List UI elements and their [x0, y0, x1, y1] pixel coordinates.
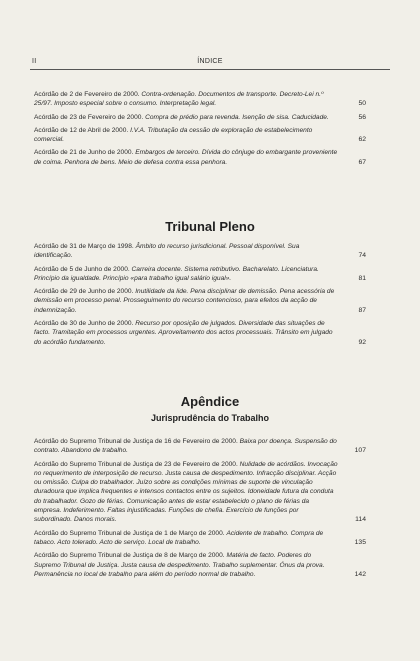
- page-title: ÍNDICE: [197, 58, 223, 65]
- entry-list: [34, 242, 366, 351]
- list-item: Acórdão do Supremo Tribunal de Justiça de 23 de Fevereiro de 2000. Nulidade de acórdãos. Invocação no requerimento de interposição de recurso. Justa causa de despedimento. Infracção disciplinar. Acção ou omissão. Culpa do trabalhador. Juízo sobre as condições mínimas de suporte de vinculação duradoura que implica frequentes e intensos contactos entre os sujeitos. Idoneidade futura da conduta do trabalhador. Gozo de férias. Comunicação antes de estar estabelecido o plano de férias da empresa. Indeferimento. Faltas injustificadas. Funções de chefia. Exercício de funções por subordinado. Danos morais. 114: [34, 460, 366, 524]
- list-item: Acórdão de 23 de Fevereiro de 2000. Compra de prédio para revenda. Isenção de sisa. Caducidade. 56: [34, 113, 366, 121]
- list-item: Acórdão de 5 de Junho de 2000. Carreira docente. Sistema retributivo. Bacharelato. Licenciatura. Princípio da igualdade. Princípio «para trabalho igual salário igual». 81: [34, 265, 366, 282]
- entry-page-number: 62: [358, 136, 366, 144]
- list-item: Acórdão de 21 de Junho de 2000. Embargos de terceiro. Dívida do cônjuge do embargante proveniente de coima. Penhora de bens. Meio de defesa contra essa penhora. 67: [34, 149, 366, 166]
- list-item: Acórdão de 31 de Março de 1998. Âmbito do recurso jurisdicional. Pessoal disponível. Sua identificação. 74: [34, 243, 366, 260]
- entry-page-number: 67: [358, 158, 366, 166]
- page-number: II: [32, 58, 37, 65]
- entry-list: [34, 437, 366, 583]
- list-item: Acórdão do Supremo Tribunal de Justiça de 8 de Março de 2000. Matéria de facto. Poderes do Supremo Tribunal de Justiça. Justa causa de despedimento. Trabalho suplementar. Ónus da prova. Permanência no local de trabalho para além do período normal de trabalho. 142: [34, 552, 366, 578]
- list-item: Acórdão de 12 de Abril de 2000. I.V.A. Tributação da cessão de exploração de estabelecimento comercial. 62: [34, 126, 366, 144]
- list-item: Acórdão do Supremo Tribunal de Justiça de 16 de Fevereiro de 2000. Baixa por doença. Suspensão do contrato. Abandono de trabalho. 107: [34, 438, 366, 455]
- entry-page-number: 56: [358, 113, 366, 121]
- entry-page-number: 92: [358, 338, 366, 346]
- entry-page-number: 107: [354, 447, 366, 455]
- list-item: Acórdão de 29 de Junho de 2000. Inutilidade da lide. Pena disciplinar de demissão. Pena acessória de demissão em processo penal. Prosseguimento do recurso contencioso, para efeitos da acção de indemnização. 87: [34, 288, 366, 314]
- entry-page-number: 114: [355, 516, 366, 524]
- section-title: Tribunal Pleno: [165, 219, 255, 234]
- section-subtitle: Jurisprudência do Trabalho: [150, 413, 270, 423]
- entry-page-number: 50: [358, 100, 366, 108]
- list-item: Acórdão de 2 de Fevereiro de 2000. Contra-ordenação. Documentos de transporte. Decreto-Lei n.º 25/97. Imposto especial sobre o consumo. Interpretação legal. 50: [34, 91, 366, 108]
- page-header: [30, 57, 390, 70]
- entry-page-number: 81: [358, 274, 366, 282]
- entry-page-number: 135: [354, 538, 366, 546]
- entry-page-number: 74: [358, 252, 366, 260]
- entry-page-number: 142: [354, 570, 366, 578]
- list-item: Acórdão de 30 de Junho de 2000. Recurso por oposição de julgados. Diversidade das situações de facto. Tramitação em processos urgentes. Aproveitamento dos actos processuais. Trânsito em julgado do acórdão fundamento. 92: [34, 320, 366, 346]
- list-item: Acórdão do Supremo Tribunal de Justiça de 1 de Março de 2000. Acidente de trabalho. Compra de tabaco. Acto tolerado. Acto de serviço. Local de trabalho. 135: [34, 529, 366, 546]
- entry-list: [34, 90, 366, 171]
- entry-page-number: 87: [358, 306, 366, 314]
- section-title: Apêndice: [180, 394, 240, 409]
